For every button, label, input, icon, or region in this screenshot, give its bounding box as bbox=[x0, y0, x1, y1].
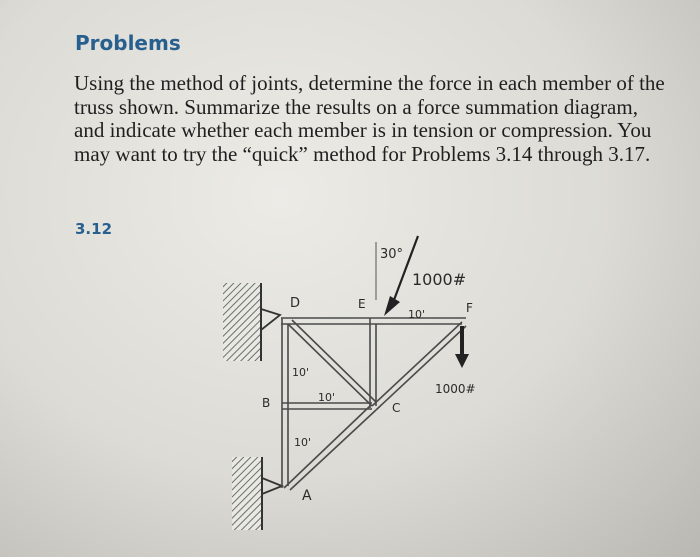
inclined-load-label: 1000# bbox=[412, 270, 467, 289]
vertical-load-arrowhead bbox=[455, 354, 469, 368]
angle-label: 30° bbox=[380, 247, 404, 262]
node-label-f: F bbox=[466, 301, 473, 315]
node-label-c: C bbox=[392, 401, 401, 415]
lower-wall-support bbox=[232, 457, 262, 530]
member-fc-2 bbox=[376, 326, 466, 410]
problem-number: 3.12 bbox=[75, 220, 113, 238]
dimension-bc: 10' bbox=[318, 391, 336, 404]
dimension-db: 10' bbox=[292, 366, 310, 379]
pin-support-d bbox=[261, 309, 280, 330]
member-dc-2 bbox=[292, 320, 376, 402]
truss-members bbox=[281, 318, 466, 490]
section-heading: Problems bbox=[75, 31, 181, 55]
pin-support-a bbox=[262, 478, 282, 494]
inclined-load-arrow bbox=[394, 236, 418, 300]
upper-wall-support bbox=[223, 283, 261, 361]
inclined-load-arrowhead bbox=[384, 296, 400, 316]
problem-statement: Using the method of joints, determine the force in each member of the truss shown. Summarize the results on a force summation diagram, and indicate whether each member is in tension or compression. You may want to try the “quick” method for Problems 3.14 through 3.17. bbox=[74, 71, 665, 166]
dimension-ba: 10' bbox=[294, 436, 312, 449]
vertical-load-label: 1000# bbox=[435, 382, 476, 396]
node-label-b: B bbox=[262, 396, 271, 410]
dimension-ef: 10' bbox=[408, 308, 426, 321]
node-label-e: E bbox=[358, 297, 366, 311]
member-ca-2 bbox=[290, 410, 376, 490]
node-label-d: D bbox=[290, 296, 301, 311]
node-label-a: A bbox=[302, 488, 312, 504]
